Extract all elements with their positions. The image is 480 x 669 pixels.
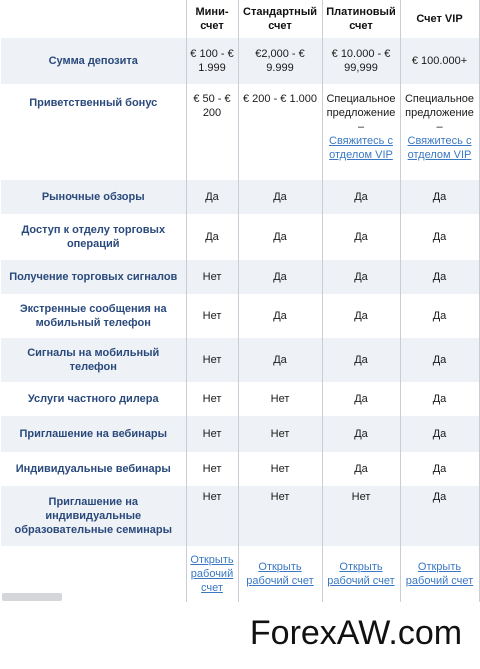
open-mini-account-link[interactable]: Открыть рабочий счет: [190, 554, 234, 594]
table-cell: Нет: [238, 382, 322, 416]
table-cell: Нет: [186, 260, 238, 294]
table-cell: Да: [400, 294, 479, 338]
table-cell: [322, 546, 400, 602]
table-row: [1, 294, 479, 338]
watermark: ForexAW.com: [249, 614, 463, 652]
table-cell: Да: [400, 180, 479, 214]
row-label: Получение торговых сигналов: [1, 260, 186, 294]
table-cell: Да: [238, 338, 322, 382]
row-label: Сигналы на мобильный телефон: [1, 338, 186, 382]
table-cell: Да: [238, 180, 322, 214]
open-vip-account-link[interactable]: Открыть рабочий счет: [405, 561, 474, 587]
table-cell: Да: [322, 452, 400, 486]
table-cell: Да: [322, 260, 400, 294]
table-cell: [238, 546, 322, 602]
table-cell: Да: [322, 416, 400, 452]
header-corner: [1, 0, 186, 38]
table-cell: Да: [238, 214, 322, 260]
account-comparison-table: [1, 0, 480, 602]
table-row: [1, 180, 479, 214]
table-cell: Нет: [238, 452, 322, 486]
table-header-row: [1, 0, 479, 38]
table-row: [1, 486, 479, 546]
table-cell: Да: [400, 214, 479, 260]
special-offer-text: Специальное предложение –: [404, 93, 475, 133]
row-label: Приветственный бонус: [1, 84, 186, 180]
table-cell: Да: [400, 416, 479, 452]
table-cell: [186, 546, 238, 602]
table-cell: [400, 546, 479, 602]
header-standard-account: Стандартный счет: [238, 0, 322, 38]
table-row: [1, 382, 479, 416]
row-label: Сумма депозита: [1, 38, 186, 84]
table-cell: Нет: [186, 338, 238, 382]
open-platinum-account-link[interactable]: Открыть рабочий счет: [327, 561, 395, 587]
open-standard-account-link[interactable]: Открыть рабочий счет: [246, 561, 314, 587]
table-cell: Нет: [186, 294, 238, 338]
table-cell: Да: [322, 338, 400, 382]
table-cell: Да: [400, 452, 479, 486]
row-label: Экстренные сообщения на мобильный телефон: [1, 294, 186, 338]
table-row: [1, 214, 479, 260]
table-row: [1, 452, 479, 486]
row-label: Рыночные обзоры: [1, 180, 186, 214]
table-cell: € 10.000 - € 99,999: [322, 38, 400, 84]
table-cell: Да: [322, 180, 400, 214]
table-cell: Да: [186, 180, 238, 214]
table-row: [1, 84, 479, 180]
row-label: Приглашение на вебинары: [1, 416, 186, 452]
row-label: Приглашение на индивидуальные образовательные семинары: [1, 486, 186, 546]
row-label: Услуги частного дилера: [1, 382, 186, 416]
open-account-row: [1, 546, 479, 602]
row-label: Индивидуальные вебинары: [1, 452, 186, 486]
header-mini-account: Мини-счет: [186, 0, 238, 38]
table-cell: Да: [400, 338, 479, 382]
horizontal-scrollbar[interactable]: [2, 593, 62, 601]
table-cell: [400, 84, 479, 180]
table-row: [1, 338, 479, 382]
table-cell: Да: [400, 382, 479, 416]
table-cell: € 200 - € 1.000: [238, 84, 322, 180]
table-cell: € 50 - € 200: [186, 84, 238, 180]
header-platinum-account: Платиновый счет: [322, 0, 400, 38]
table-cell: Да: [400, 260, 479, 294]
table-row: [1, 416, 479, 452]
table-cell: Да: [322, 214, 400, 260]
table-cell: €2,000 - € 9.999: [238, 38, 322, 84]
table-cell: Нет: [238, 416, 322, 452]
table-cell: Нет: [186, 486, 238, 546]
table-cell: Да: [400, 486, 479, 546]
table-cell: Нет: [186, 416, 238, 452]
row-label: Доступ к отделу торговых операций: [1, 214, 186, 260]
table-cell: [322, 84, 400, 180]
contact-vip-link[interactable]: Свяжитесь с отделом VIP: [329, 135, 393, 161]
table-row: [1, 260, 479, 294]
header-vip-account: Счет VIP: [400, 0, 479, 38]
contact-vip-link[interactable]: Свяжитесь с отделом VIP: [407, 135, 472, 161]
table-cell: Нет: [322, 486, 400, 546]
table-cell: Да: [186, 214, 238, 260]
table-cell: Нет: [238, 486, 322, 546]
table-cell: Да: [322, 382, 400, 416]
table-cell: Да: [238, 260, 322, 294]
table-cell: Нет: [186, 382, 238, 416]
table-cell: Нет: [186, 452, 238, 486]
table-cell: € 100.000+: [400, 38, 479, 84]
table-cell: Да: [322, 294, 400, 338]
comparison-table-container: [1, 0, 479, 602]
special-offer-text: Специальное предложение –: [326, 93, 396, 133]
table-cell: Да: [238, 294, 322, 338]
table-cell: € 100 - € 1.999: [186, 38, 238, 84]
table-row: [1, 38, 479, 84]
